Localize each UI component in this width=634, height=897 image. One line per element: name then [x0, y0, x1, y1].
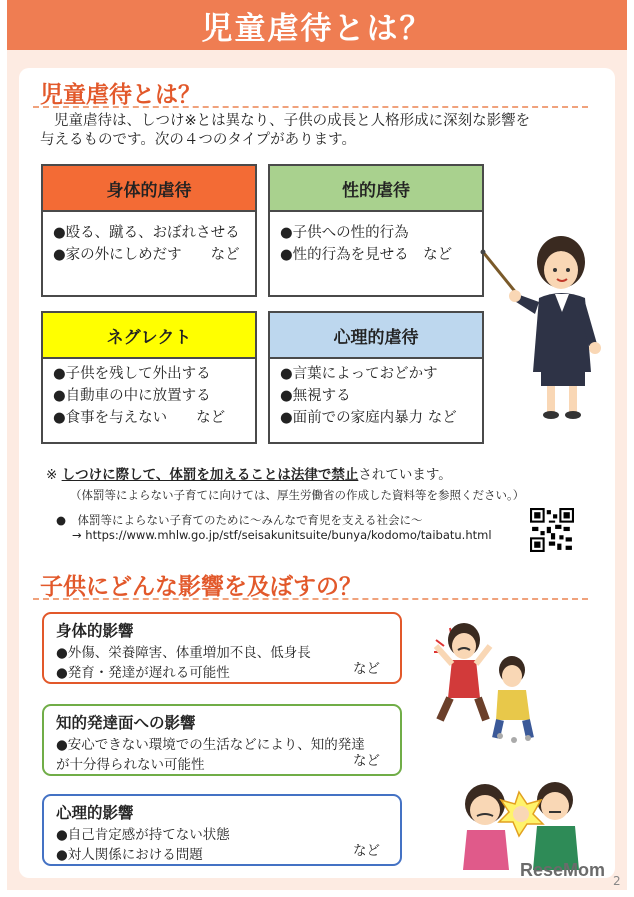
type-box-sexual [268, 164, 484, 297]
type-title: 身体的虐待 [43, 166, 255, 212]
effect-nado: など [353, 753, 380, 769]
type-box-neglect [41, 311, 257, 444]
type-item: ●性的行為を見せる など [280, 247, 453, 263]
effect-title: 知的発達面への影響 [56, 714, 196, 732]
type-item: ●食事を与えない など [53, 410, 226, 426]
intro-line-1: 児童虐待は、しつけ※とは異なり、子供の成長と人格形成に深刻な影響を [54, 113, 531, 129]
effect-nado: など [353, 661, 380, 677]
banner-title: 児童虐待とは？ [201, 10, 433, 47]
effect-nado: など [353, 843, 380, 859]
type-title: 性的虐待 [270, 166, 482, 212]
type-item: ●子供を残して外出する [53, 366, 211, 382]
reference-title: ● 体罰等によらない子育てのために～みんなで育児を支える社会に～ [56, 513, 423, 527]
effect-line: ●発育・発達が遅れる可能性 [56, 665, 230, 681]
reference-url[interactable]: → https://www.mhlw.go.jp/stf/seisakunitsuite/bunya/kodomo/taibatu.html [72, 528, 492, 542]
teacher-illustration [475, 232, 615, 422]
effect-line: ●外傷、栄養障害、体重増加不良、低身長 [56, 645, 311, 661]
type-item: ●子供への性的行為 [280, 225, 409, 241]
effect-box-physical [42, 612, 402, 684]
intro-line-2: 与えるものです。次の４つのタイプがあります。 [40, 132, 356, 148]
effect-line: が十分得られない可能性 [56, 757, 205, 773]
note-paren: （体罰等によらない子育てに向けては、厚生労働省の作成した資料等を参照ください。） [70, 488, 525, 502]
resemom-logo: ReseMom [520, 860, 606, 880]
type-title: ネグレクト [43, 313, 255, 359]
children-tantrum-illustration [430, 610, 550, 750]
section-divider [33, 598, 588, 600]
type-item: ●自動車の中に放置する [53, 388, 211, 404]
note-emphasis: しつけに際して、体罰を加えることは法律で禁止 [61, 467, 359, 483]
page-number: 2 [613, 874, 621, 888]
effect-box-intellectual [42, 704, 402, 776]
type-item: ●面前での家庭内暴力 など [280, 410, 457, 426]
type-item: ●無視する [280, 388, 351, 404]
effect-line: ●自己肯定感が持てない状態 [56, 827, 230, 843]
section-divider [33, 106, 588, 108]
effect-line: ●対人関係における問題 [56, 847, 203, 863]
type-title: 心理的虐待 [270, 313, 482, 359]
section-title-effects: 子供にどんな影響を及ぼすの？ [40, 574, 362, 600]
type-box-psychological [268, 311, 484, 444]
header-banner [7, 0, 627, 50]
type-box-physical [41, 164, 257, 297]
effect-line: ●安心できない環境での生活などにより、知的発達 [56, 737, 365, 753]
type-item: ●家の外にしめだす など [53, 247, 240, 263]
section-title-what-is-abuse: 児童虐待とは？ [40, 82, 201, 108]
note-mark: ※ [46, 467, 58, 483]
type-item: ●言葉によっておどかす [280, 366, 438, 382]
note-rest: されています。 [358, 467, 452, 483]
effect-title: 身体的影響 [56, 622, 134, 640]
law-note [46, 463, 452, 483]
effect-box-psychological [42, 794, 402, 866]
effect-title: 心理的影響 [56, 804, 134, 822]
intro-text [40, 112, 585, 150]
qr-code-icon[interactable] [530, 508, 574, 552]
children-fight-illustration [455, 770, 585, 870]
type-item: ●殴る、蹴る、おぼれさせる [53, 225, 240, 241]
